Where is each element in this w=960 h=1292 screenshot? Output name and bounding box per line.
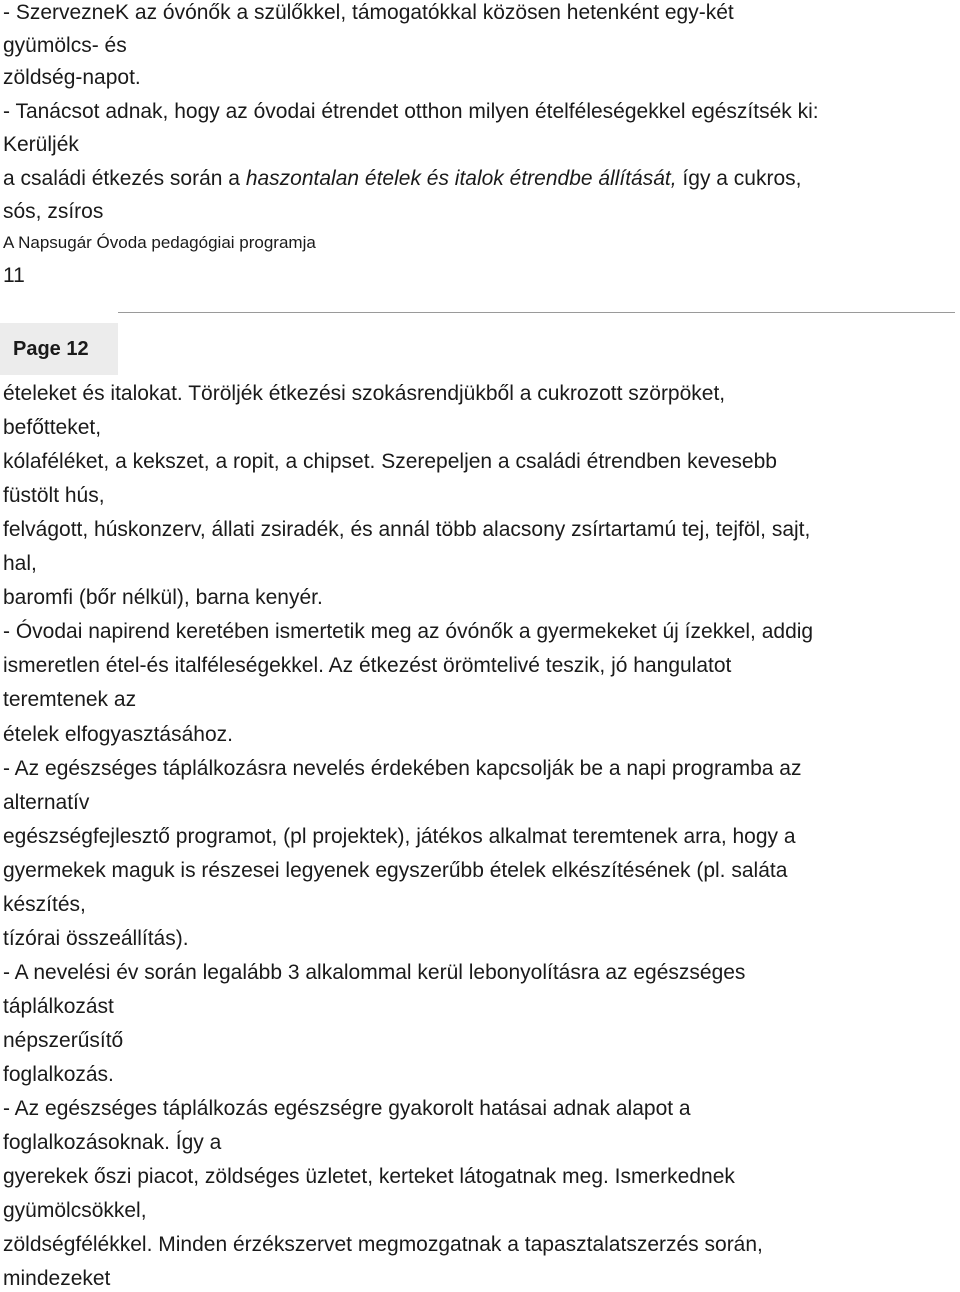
text-line: népszerűsítő	[3, 1029, 124, 1052]
text-line: felvágott, húskonzerv, állati zsiradék, és annál több alacsony zsírtartamú tej, tejföl, sajt,	[3, 518, 811, 541]
text-line: foglalkozás.	[3, 1063, 114, 1086]
text-line: - Tanácsot adnak, hogy az óvodai étrendet otthon milyen ételféleségekkel egészítsék ki:	[3, 100, 819, 123]
text-line: ételeket és italokat. Töröljék étkezési szokásrendjükből a cukrozott szörpöket,	[3, 382, 726, 405]
text-line: táplálkozást	[3, 995, 114, 1018]
text-line: egészségfejlesztő programot, (pl projektek), játékos alkalmat teremtenek arra, hogy a	[3, 825, 796, 848]
text-line: Kerüljék	[3, 133, 79, 156]
text-line: foglalkozásoknak. Így a	[3, 1131, 222, 1154]
text-line: sós, zsíros	[3, 200, 104, 223]
text-line: tízórai összeállítás).	[3, 927, 189, 950]
text-line: mindezeket	[3, 1267, 111, 1290]
text-run: a családi étkezés során a	[3, 167, 246, 190]
text-run: így a cukros,	[676, 167, 802, 190]
text-line: - SzervezneK az óvónők a szülőkkel, támogatókkal közösen hetenként egy-két	[3, 1, 734, 24]
text-line: ismeretlen étel-és italféleségekkel. Az étkezést örömtelivé teszik, jó hangulatot	[3, 654, 732, 677]
text-line: készítés,	[3, 893, 86, 916]
page-number-badge: Page 12	[0, 323, 118, 375]
text-line: hal,	[3, 552, 37, 575]
text-line: gyerekek őszi piacot, zöldséges üzletet, kerteket látogatnak meg. Ismerkednek	[3, 1165, 735, 1188]
text-line: befőtteket,	[3, 416, 102, 439]
text-line: gyümölcsökkel,	[3, 1199, 147, 1222]
text-line: - Az egészséges táplálkozásra nevelés érdekében kapcsolják be a napi programba az	[3, 757, 802, 780]
page-footer-number: 11	[3, 264, 25, 287]
italic-text-run: haszontalan ételek és italok étrendbe állítását,	[245, 167, 677, 190]
text-line: füstölt hús,	[3, 484, 105, 507]
page-footer-title: A Napsugár Óvoda pedagógiai programja	[3, 233, 316, 252]
text-line: - Az egészséges táplálkozás egészségre gyakorolt hatásai adnak alapot a	[3, 1097, 691, 1120]
text-line: alternatív	[3, 791, 90, 814]
text-line: gyermekek maguk is részesei legyenek egyszerűbb ételek elkészítésének (pl. saláta	[3, 859, 788, 882]
text-line: gyümölcs- és	[3, 34, 127, 57]
text-line: - Óvodai napirend keretében ismertetik meg az óvónők a gyermekeket új ízekkel, addig	[3, 620, 814, 643]
text-line: kólaféléket, a kekszet, a ropit, a chipset. Szerepeljen a családi étrendben kevesebb	[3, 450, 777, 473]
page-divider	[118, 312, 955, 313]
text-line: zöldség-napot.	[3, 66, 141, 89]
text-line-mixed	[3, 166, 801, 192]
text-line: zöldségfélékkel. Minden érzékszervet megmozgatnak a tapasztalatszerzés során,	[3, 1233, 763, 1256]
text-line: - A nevelési év során legalább 3 alkalommal kerül lebonyolításra az egészséges	[3, 961, 746, 984]
text-line: teremtenek az	[3, 688, 137, 711]
text-line: ételek elfogyasztásához.	[3, 723, 233, 746]
text-line: baromfi (bőr nélkül), barna kenyér.	[3, 586, 323, 609]
